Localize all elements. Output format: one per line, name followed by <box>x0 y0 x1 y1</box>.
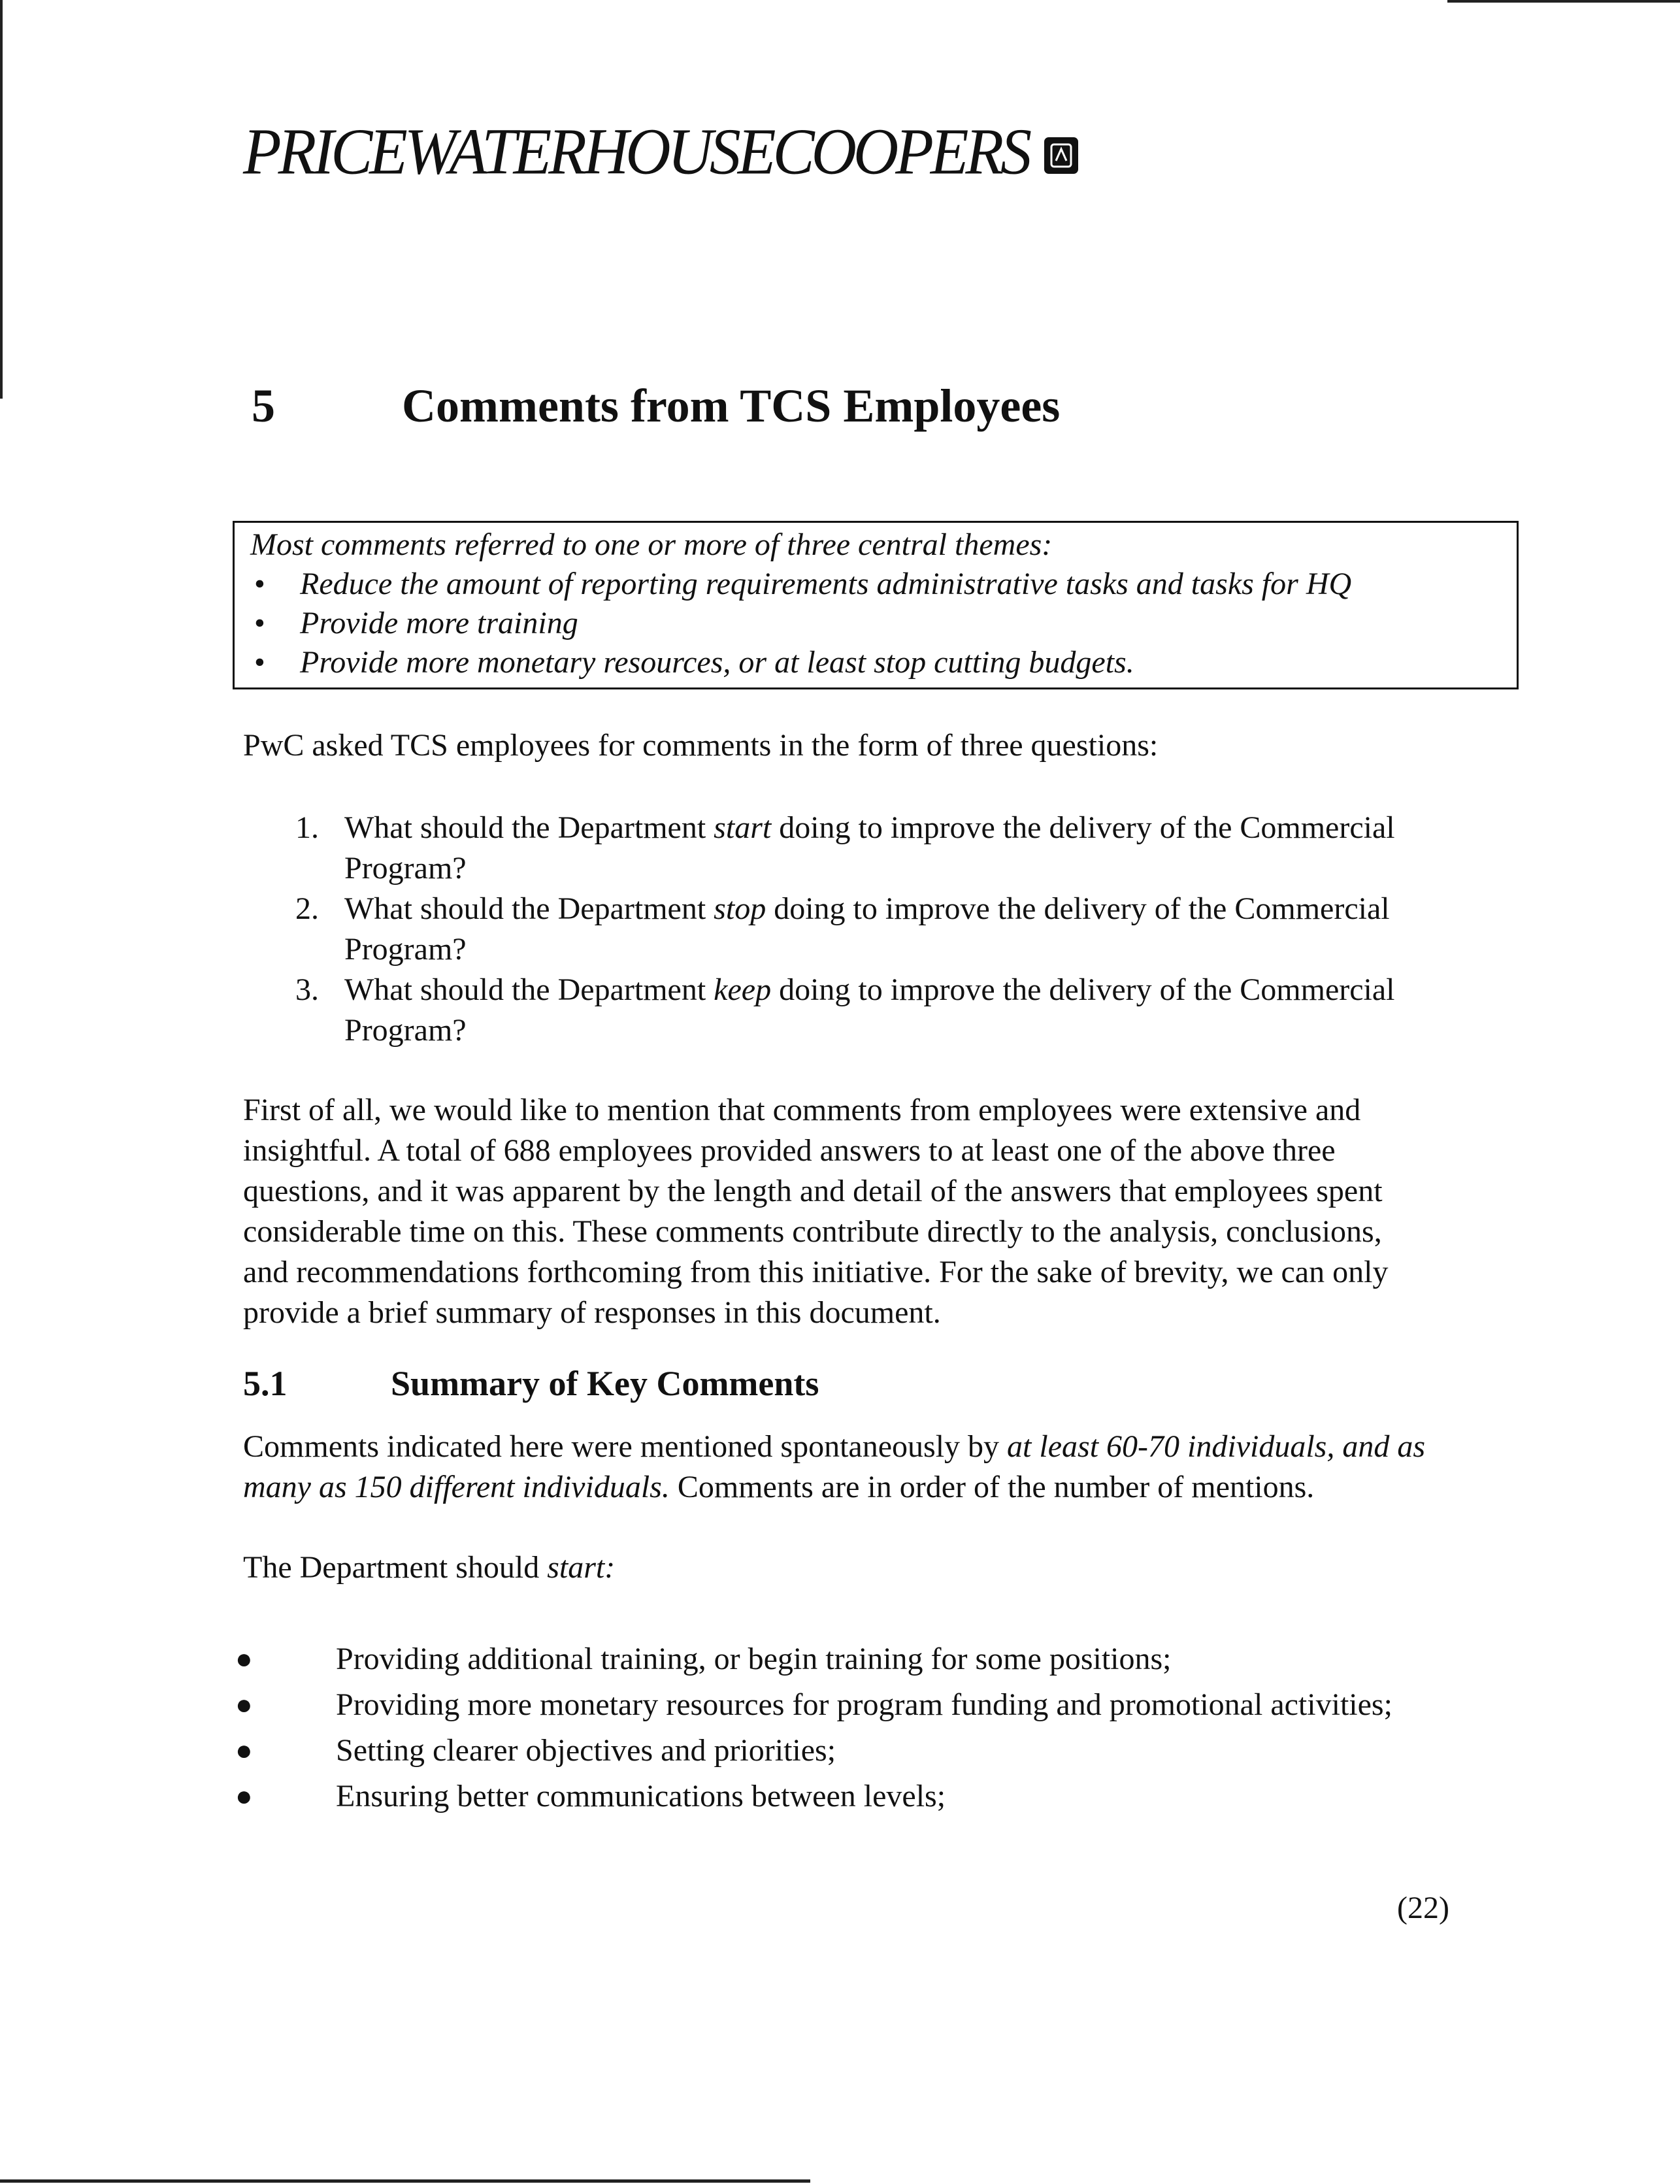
theme-text: Provide more training <box>300 606 578 640</box>
themes-box <box>233 521 1519 689</box>
list-item <box>233 1728 1526 1774</box>
page-number: (22) <box>1397 1891 1449 1925</box>
summary-text: Comments indicated here were mentioned spontaneously by <box>243 1429 1008 1464</box>
logo-wordmark: PRICEWATERHOUSECOOPERS <box>243 114 1029 188</box>
paragraph-line: questions, and it was apparent by the length and detail of the answers that employees spent <box>243 1174 1383 1208</box>
theme-item <box>250 565 1517 604</box>
body-paragraph <box>243 1090 1517 1333</box>
bullet-icon: ● <box>235 1734 253 1766</box>
theme-item <box>250 604 1517 643</box>
question-text: Program? <box>344 851 467 885</box>
scan-edge-bottom <box>0 2179 810 2183</box>
bullet-icon: ● <box>235 1780 253 1812</box>
paragraph-line: First of all, we would like to mention that comments from employees were extensive and <box>243 1093 1361 1127</box>
section-number: 5 <box>252 380 275 432</box>
list-item-text: Providing additional training, or begin training for some positions; <box>336 1642 1172 1676</box>
theme-text: Provide more monetary resources, or at least stop cutting budgets. <box>300 645 1134 680</box>
question-item <box>243 889 1517 970</box>
bullet-icon: • <box>254 645 265 680</box>
question-item <box>243 808 1517 889</box>
crest-logo-icon <box>1044 137 1078 174</box>
section-title: Comments from TCS Employees <box>402 380 1061 432</box>
question-number: 3. <box>295 972 319 1007</box>
question-emphasis: start <box>714 810 772 845</box>
start-intro-emphasis: start: <box>547 1550 616 1585</box>
paragraph-line: considerable time on this. These comments contribute directly to the analysis, conclusions, <box>243 1214 1382 1249</box>
theme-text: Reduce the amount of reporting requirements administrative tasks and tasks for HQ <box>300 567 1352 601</box>
questions-list <box>243 808 1517 1051</box>
bullet-icon: • <box>254 606 265 640</box>
list-item <box>233 1682 1526 1728</box>
question-text: doing to improve the delivery of the Commercial <box>771 972 1395 1007</box>
list-item-text: Setting clearer objectives and priorities; <box>336 1733 836 1768</box>
bullet-icon: ● <box>235 1643 253 1675</box>
question-emphasis: keep <box>714 972 772 1007</box>
question-text: doing to improve the delivery of the Commercial <box>771 810 1395 845</box>
list-item-text: Ensuring better communications between levels; <box>336 1779 946 1813</box>
subsection-title: Summary of Key Comments <box>391 1364 819 1403</box>
start-list <box>233 1636 1526 1819</box>
question-text: Program? <box>344 1013 467 1048</box>
scan-edge-top <box>1447 0 1680 3</box>
question-number: 2. <box>295 891 319 926</box>
questions-intro: PwC asked TCS employees for comments in the form of three questions: <box>243 728 1159 763</box>
summary-emphasis: at least 60-70 individuals, and as <box>1007 1429 1426 1464</box>
paragraph-line: insightful. A total of 688 employees provided answers to at least one of the above three <box>243 1133 1336 1168</box>
summary-text: Comments are in order of the number of mentions. <box>669 1470 1315 1504</box>
summary-paragraph <box>243 1427 1517 1508</box>
question-text: What should the Department <box>344 891 714 926</box>
list-item <box>233 1774 1526 1819</box>
theme-item <box>250 643 1517 682</box>
summary-emphasis: many as 150 different individuals. <box>243 1470 670 1504</box>
themes-intro: Most comments referred to one or more of three central themes: <box>250 527 1053 562</box>
company-logo <box>243 105 1078 188</box>
question-emphasis: stop <box>714 891 766 926</box>
bullet-icon: • <box>254 567 265 601</box>
scan-edge-left <box>0 0 3 399</box>
list-item-text: Providing more monetary resources for program funding and promotional activities; <box>336 1687 1392 1722</box>
subsection-number: 5.1 <box>243 1364 288 1403</box>
question-text: doing to improve the delivery of the Commercial <box>766 891 1390 926</box>
paragraph-line: and recommendations forthcoming from this initiative. For the sake of brevity, we can only <box>243 1255 1389 1289</box>
question-item <box>243 970 1517 1051</box>
bullet-icon: ● <box>235 1689 253 1721</box>
paragraph-line: provide a brief summary of responses in this document. <box>243 1295 941 1330</box>
start-intro-text: The Department should <box>243 1550 548 1585</box>
list-item <box>233 1636 1526 1682</box>
question-number: 1. <box>295 810 319 845</box>
start-intro <box>243 1547 1517 1588</box>
question-text: What should the Department <box>344 810 714 845</box>
question-text: What should the Department <box>344 972 714 1007</box>
question-text: Program? <box>344 932 467 967</box>
